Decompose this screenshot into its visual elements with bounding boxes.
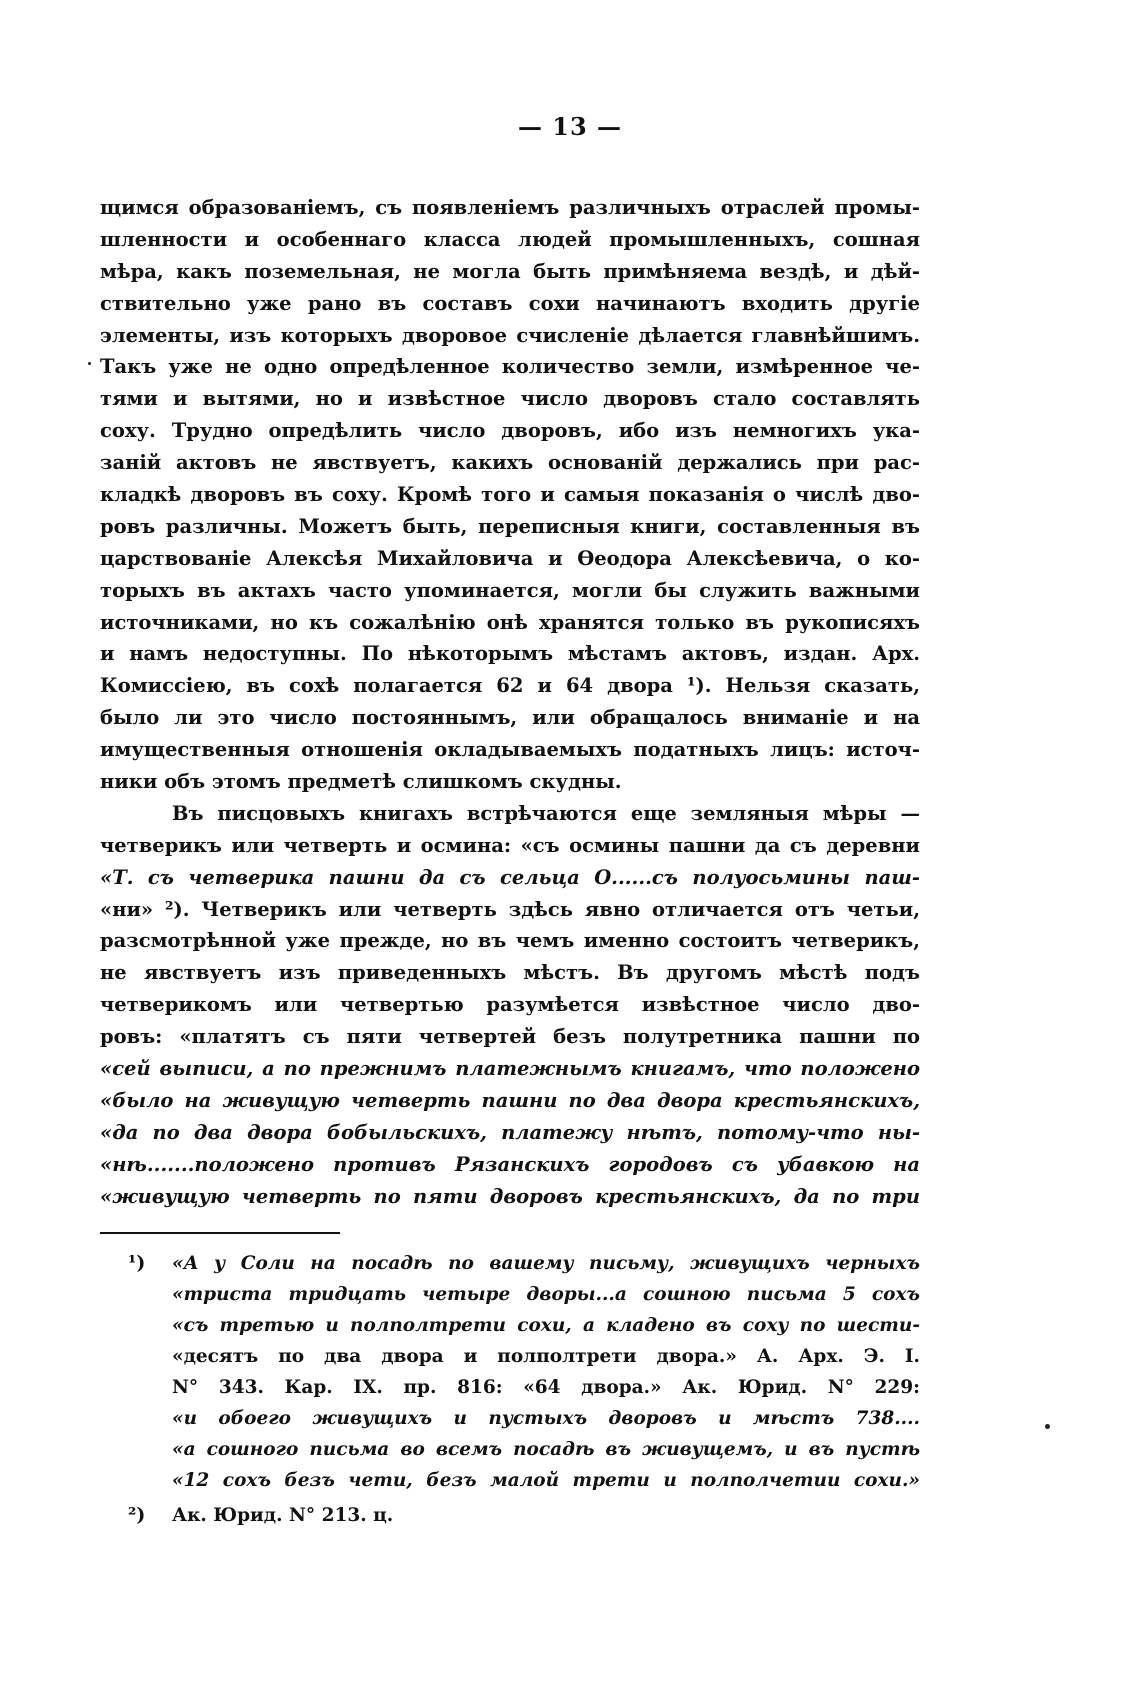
text-line: заній актовъ не явствуетъ, какихъ основаній держались при рас-	[100, 451, 920, 475]
print-speck	[88, 362, 91, 365]
footnote-line: «десятъ по два двора и полполтрети двора.» А. Арх. Э. I.	[172, 1346, 920, 1367]
body-text	[100, 192, 920, 1213]
footnote-line: «12 сохъ безъ чети, безъ малой трети и полполчетии сохи.»	[172, 1470, 920, 1491]
text-line: ствительно уже рано въ составъ сохи начинаютъ входить другіе	[100, 291, 920, 315]
quote-line: «да по два двора бобыльскихъ, платежу нѣтъ, потому-что ны-	[100, 1120, 920, 1144]
text-line: элементы, изъ которыхъ дворовое счисленіе дѣлается главнѣйшимъ.	[100, 323, 920, 347]
paragraph-start-line: Въ писцовыхъ книгахъ встрѣчаются еще земляныя мѣры —	[172, 801, 920, 825]
footnote-line: «А у Соли на посадѣ по вашему письму, живущихъ черныхъ	[172, 1253, 920, 1274]
text-line: торыхъ въ актахъ часто упоминается, могли бы служить важными	[100, 578, 920, 602]
footnote-2	[100, 1500, 920, 1531]
text-line: соху. Трудно опредѣлить число дворовъ, ибо изъ немногихъ ука-	[100, 419, 920, 443]
text-line: четверикъ или четверть и осмина: «съ осмины пашни да съ деревни	[100, 833, 920, 857]
text-line: мѣра, какъ поземельная, не могла быть примѣняема вездѣ, и дѣй-	[100, 259, 920, 283]
quote-line: «сей выписи, а по прежнимъ платежнымъ книгамъ, что положено	[100, 1057, 920, 1081]
footnotes	[100, 1248, 920, 1531]
text-line: не явствуетъ изъ приведенныхъ мѣстъ. Въ другомъ мѣстѣ подъ	[100, 961, 920, 985]
text-line: разсмотрѣнной уже прежде, но въ чемъ именно состоитъ четверикъ,	[100, 929, 920, 953]
footnote-line: N° 343. Кар. IX. пр. 816: «64 двора.» Ак. Юрид. N° 229:	[172, 1377, 920, 1398]
text-line: «ни» ²). Четверикъ или четверть здѣсь явно отличается отъ четьи,	[100, 897, 920, 921]
footnote-1	[100, 1248, 920, 1496]
text-line: тями и вытями, но и извѣстное число дворовъ стало составлять	[100, 387, 920, 411]
text-line: имущественныя отношенія окладываемыхъ податныхъ лицъ: источ-	[100, 738, 920, 762]
text-line: щимся образованіемъ, съ появленіемъ различныхъ отраслей промы-	[100, 196, 920, 219]
quote-line: «нѣ.......положено противъ Рязанскихъ городовъ съ убавкою на	[100, 1152, 920, 1176]
text-line: и намъ недоступны. По нѣкоторымъ мѣстамъ актовъ, издан. Арх.	[100, 642, 920, 666]
text-line: Комиссіею, въ сохѣ полагается 62 и 64 двора ¹). Нельзя сказать,	[100, 674, 920, 698]
footnote-line: «съ третью и полполтрети сохи, а кладено въ соху по шести-	[172, 1315, 920, 1336]
footnote-line: «триста тридцать четыре дворы...а сошною письма 5 сохъ	[172, 1284, 920, 1305]
quote-line: «было на живущую четверть пашни по два двора крестьянскихъ,	[100, 1088, 920, 1112]
text-line: было ли это число постояннымъ, или обращалось вниманіе и на	[100, 706, 920, 730]
page-number: — 13 —	[517, 112, 623, 141]
text-line: ровъ: «платятъ съ пяти четвертей безъ полутретника пашни по	[100, 1025, 920, 1049]
text-line: ровъ различны. Можетъ быть, переписныя книги, составленныя въ	[100, 514, 920, 538]
text-line: источниками, но къ сожалѣнію онѣ хранятся только въ рукописяхъ	[100, 610, 920, 634]
footnote-mark: ¹)	[128, 1252, 146, 1274]
print-speck	[1045, 1424, 1050, 1429]
text-line: кладкѣ дворовъ въ соху. Кромѣ того и самыя показанія о числѣ дво-	[100, 483, 920, 507]
footnote-line: «а сошного письма во всемъ посадѣ въ живущемъ, и въ пустѣ	[172, 1439, 920, 1460]
footnote-line: «и обоего живущихъ и пустыхъ дворовъ и мѣстъ 738....	[172, 1408, 920, 1429]
text-line: царствованіе Алексѣя Михайловича и Ѳеодора Алексѣевича, о ко-	[100, 546, 920, 570]
text-line: Такъ уже не одно опредѣленное количество земли, измѣренное че-	[100, 355, 920, 379]
footnote-line: Ак. Юрид. N° 213. ц.	[172, 1505, 394, 1526]
quote-line: «живущую четверть по пяти дворовъ крестьянскихъ, да по три	[100, 1184, 920, 1208]
quote-line: «Т. съ четверика пашни да съ сельца О......съ полуосьмины паш-	[100, 865, 920, 889]
text-line: ники объ этомъ предметѣ слишкомъ скудны.	[100, 770, 622, 794]
text-line: шленности и особеннаго класса людей промышленныхъ, сошная	[100, 227, 920, 251]
footnote-mark: ²)	[128, 1504, 146, 1526]
footnote-rule	[100, 1232, 340, 1234]
text-line: четверикомъ или четвертью разумѣется извѣстное число дво-	[100, 993, 920, 1017]
